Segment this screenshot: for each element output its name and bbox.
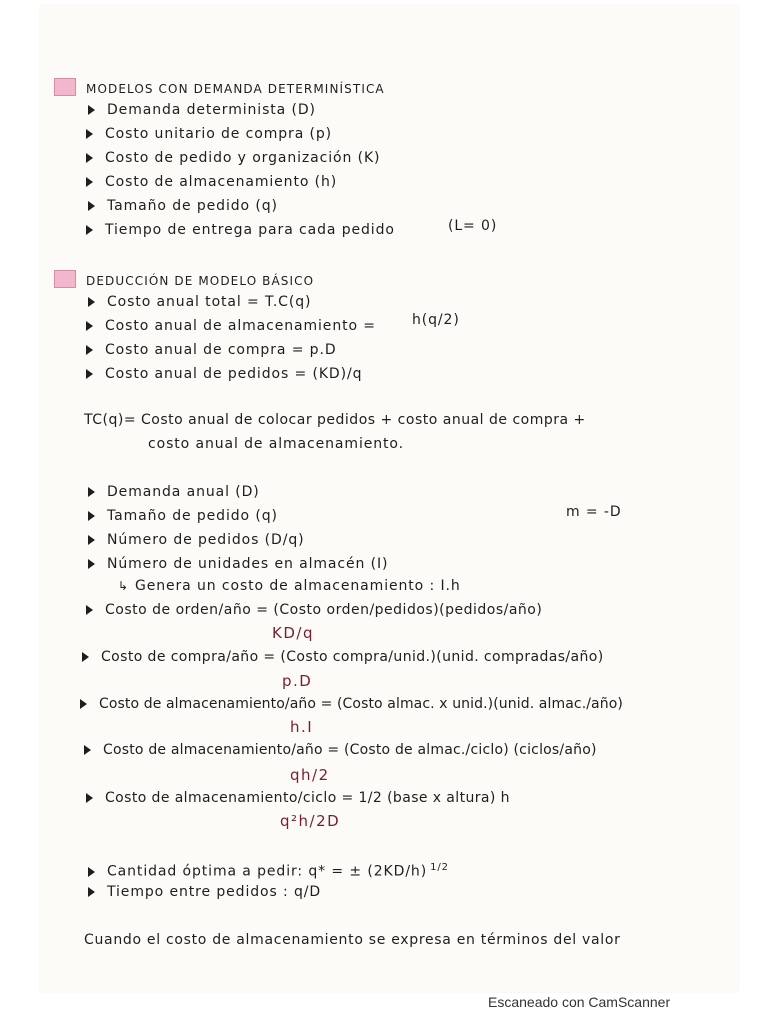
formula-line: Costo de orden/año = (Costo orden/pedidos)(pedidos/año) [86,602,542,618]
bullet-icon [88,297,95,307]
bullet-icon [86,225,93,235]
scanner-watermark: Escaneado con CamScanner [488,994,671,1010]
list-item: Demanda anual (D) [88,484,260,500]
list-item: Tamaño de pedido (q) [88,508,278,524]
list-item: Demanda determinista (D) [88,102,316,118]
bullet-icon [88,105,95,115]
return-arrow-icon: ↳ [118,579,129,593]
bullet-icon [88,887,95,897]
definition-line-1: TC(q)= Costo anual de colocar pedidos + costo anual de compra + [84,412,586,428]
bullet-icon [88,559,95,569]
section1-heading: MODELOS CON DEMANDA DETERMINÍSTICA [54,78,385,96]
formula-answer: q²h/2D [280,812,341,830]
notebook-page [40,6,738,992]
list-item: Costo de pedido y organización (K) [86,150,380,166]
bullet-icon [86,129,93,139]
side-note: m = -D [566,504,622,520]
formula-answer: h.I [290,718,314,736]
bullet-icon [88,487,95,497]
definition-line-2: costo anual de almacenamiento. [148,436,404,452]
bullet-icon [80,699,87,709]
optimal-quantity: Cantidad óptima a pedir: q* = ± (2KD/h) $^{1/2}$ [88,862,449,880]
closing-line: Cuando el costo de almacenamiento se expresa en términos del valor [84,932,621,948]
bullet-icon [86,177,93,187]
bullet-icon [86,153,93,163]
bullet-icon [86,793,93,803]
formula-answer: p.D [282,672,313,690]
list-item: Costo anual total = T.C(q) [88,294,311,310]
sub-item: ↳ Genera un costo de almacenamiento : I.h [118,578,461,594]
list-item: Costo de almacenamiento (h) [86,174,337,190]
section2-heading: DEDUCCIÓN DE MODELO BÁSICO [54,270,314,288]
list-item: Costo anual de compra = p.D [86,342,337,358]
list-item: Número de unidades en almacén (I) [88,556,388,572]
bullet-icon [86,321,93,331]
bullet-icon [86,369,93,379]
lead-time-value: (L= 0) [448,218,498,234]
formula-answer: qh/2 [290,766,330,784]
formula-answer: KD/q [272,624,314,642]
pink-checkbox-icon [54,78,76,96]
bullet-icon [82,652,89,662]
storage-cost-value: h(q/2) [412,312,460,328]
bullet-icon [88,867,95,877]
list-item: Costo unitario de compra (p) [86,126,332,142]
formula-line: Costo de almacenamiento/año = (Costo almac. x unid.)(unid. almac./año) [80,696,623,712]
list-item: Costo anual de almacenamiento = [86,318,376,334]
list-item: Costo anual de pedidos = (KD)/q [86,366,362,382]
formula-line: Costo de almacenamiento/ciclo = 1/2 (base x altura) h [86,790,510,806]
bullet-icon [88,201,95,211]
bullet-icon [86,345,93,355]
formula-line: Costo de compra/año = (Costo compra/unid.)(unid. compradas/año) [82,649,604,665]
bullet-icon [88,511,95,521]
bullet-icon [84,745,91,755]
list-item: Tiempo de entrega para cada pedido [86,222,395,238]
bullet-icon [86,605,93,615]
list-item: Número de pedidos (D/q) [88,532,305,548]
list-item: Tamaño de pedido (q) [88,198,278,214]
exponent: 1/2 [430,862,449,873]
pink-checkbox-icon [54,270,76,288]
formula-line: Costo de almacenamiento/año = (Costo de almac./ciclo) (ciclos/año) [84,742,597,758]
bullet-icon [88,535,95,545]
time-between-orders: Tiempo entre pedidos : q/D [88,884,321,900]
